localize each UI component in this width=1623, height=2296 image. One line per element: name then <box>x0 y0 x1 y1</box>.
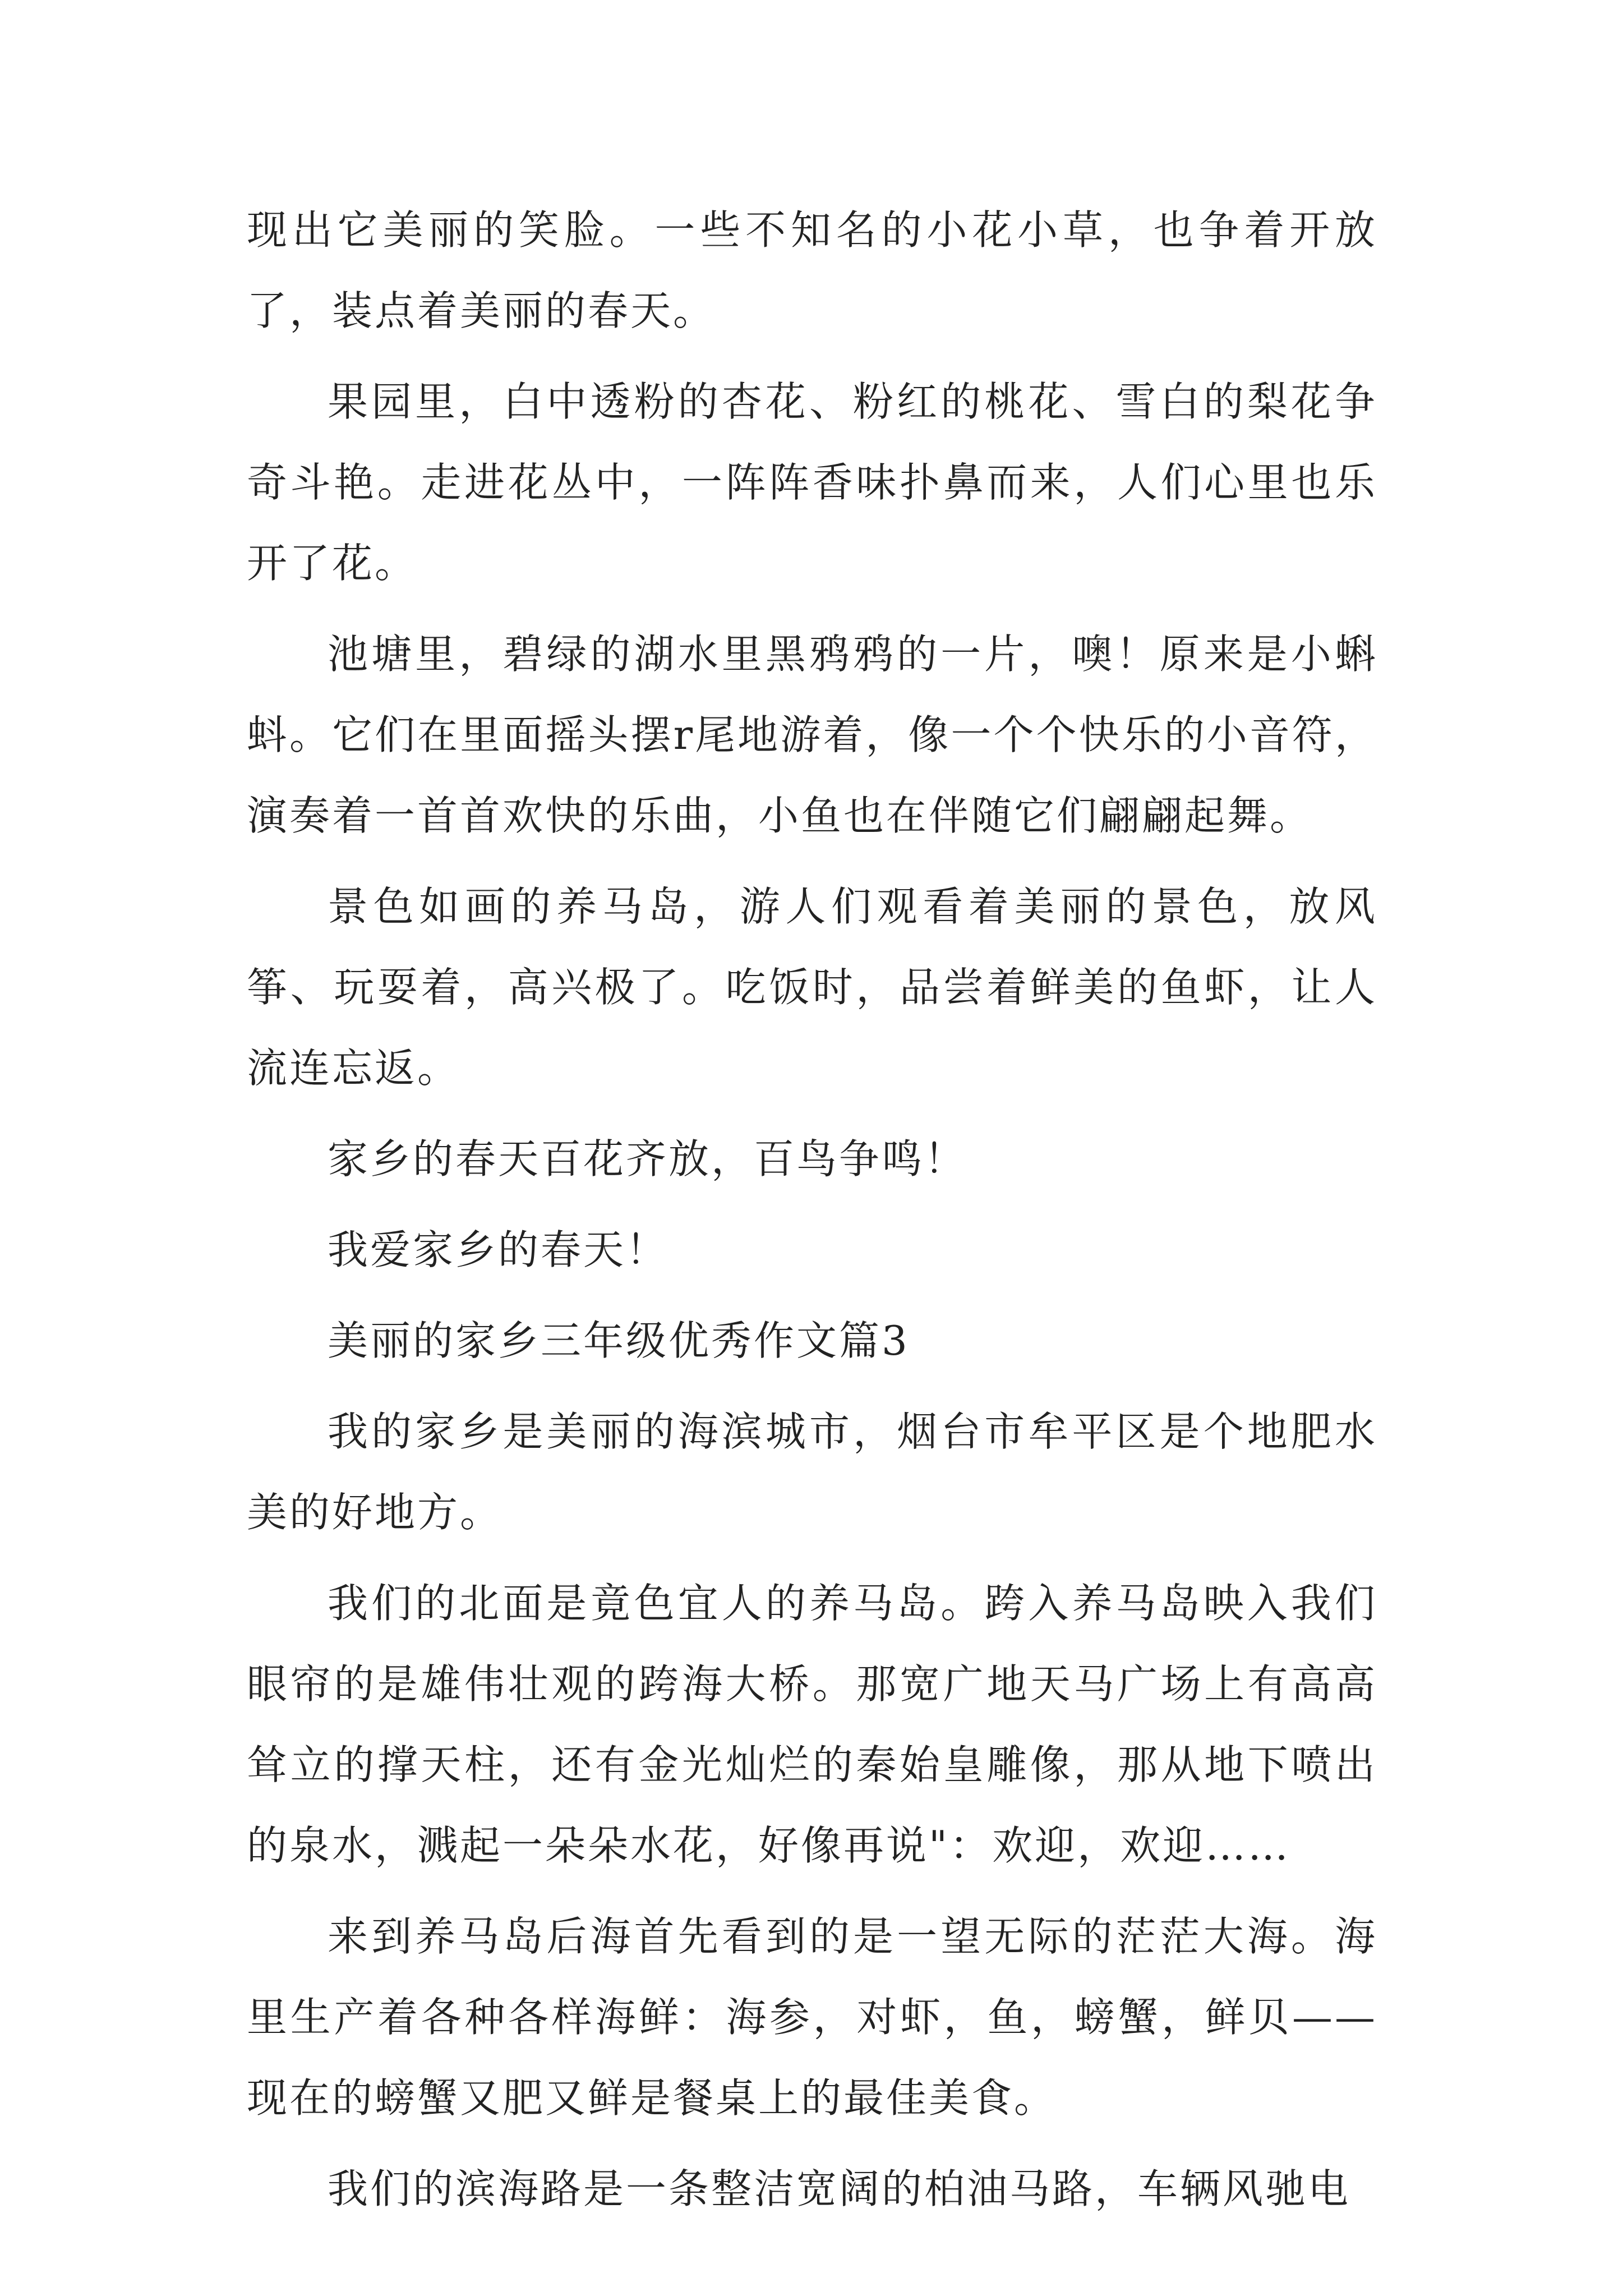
paragraph-1: 果园里，白中透粉的杏花、粉红的桃花、雪白的梨花争奇斗艳。走进花丛中，一阵阵香味扑鼻而来，人们心里也乐开了花。 <box>247 378 1377 587</box>
paragraph-3: 景色如画的养马岛，游人们观看着美丽的景色，放风筝、玩耍着，高兴极了。吃饭时，品尝着鲜美的鱼虾，让人流连忘返。 <box>247 883 1377 1092</box>
paragraph-2: 池塘里，碧绿的湖水里黑鸦鸦的一片，噢！原来是小蝌蚪。它们在里面摇头摆r尾地游着，像一个个快乐的小音符，演奏着一首首欢快的乐曲，小鱼也在伴随它们翩翩起舞。 <box>247 631 1377 839</box>
section-heading: 美丽的家乡三年级优秀作文篇3 <box>328 1317 910 1364</box>
paragraph-8: 我们的北面是竟色宜人的养马岛。跨入养马岛映入我们眼帘的是雄伟壮观的跨海大桥。那宽广地天马广场上有高高耸立的撑天柱，还有金光灿烂的秦始皇雕像，那从地下喷出的泉水，溅起一朵朵水花，好像再说"：欢迎，欢迎…… <box>247 1580 1377 1869</box>
paragraph-7: 我的家乡是美丽的海滨城市，烟台市牟平区是个地肥水美的好地方。 <box>247 1408 1377 1536</box>
paragraph-9: 来到养马岛后海首先看到的是一望无际的茫茫大海。海里生产着各种各样海鲜：海参，对虾，鱼，螃蟹，鲜贝——现在的螃蟹又肥又鲜是餐桌上的最佳美食。 <box>247 1913 1377 2122</box>
paragraph-0: 现出它美丽的笑脸。一些不知名的小花小草，也争着开放了，装点着美丽的春天。 <box>247 206 1377 334</box>
essay-body <box>247 190 1377 2239</box>
paragraph-4: 家乡的春天百花齐放，百鸟争鸣！ <box>328 1135 967 1182</box>
paragraph-5: 我爱家乡的春天！ <box>328 1226 669 1273</box>
paragraph-10: 我们的滨海路是一条整洁宽阔的柏油马路，车辆风驰电 <box>328 2165 1351 2212</box>
